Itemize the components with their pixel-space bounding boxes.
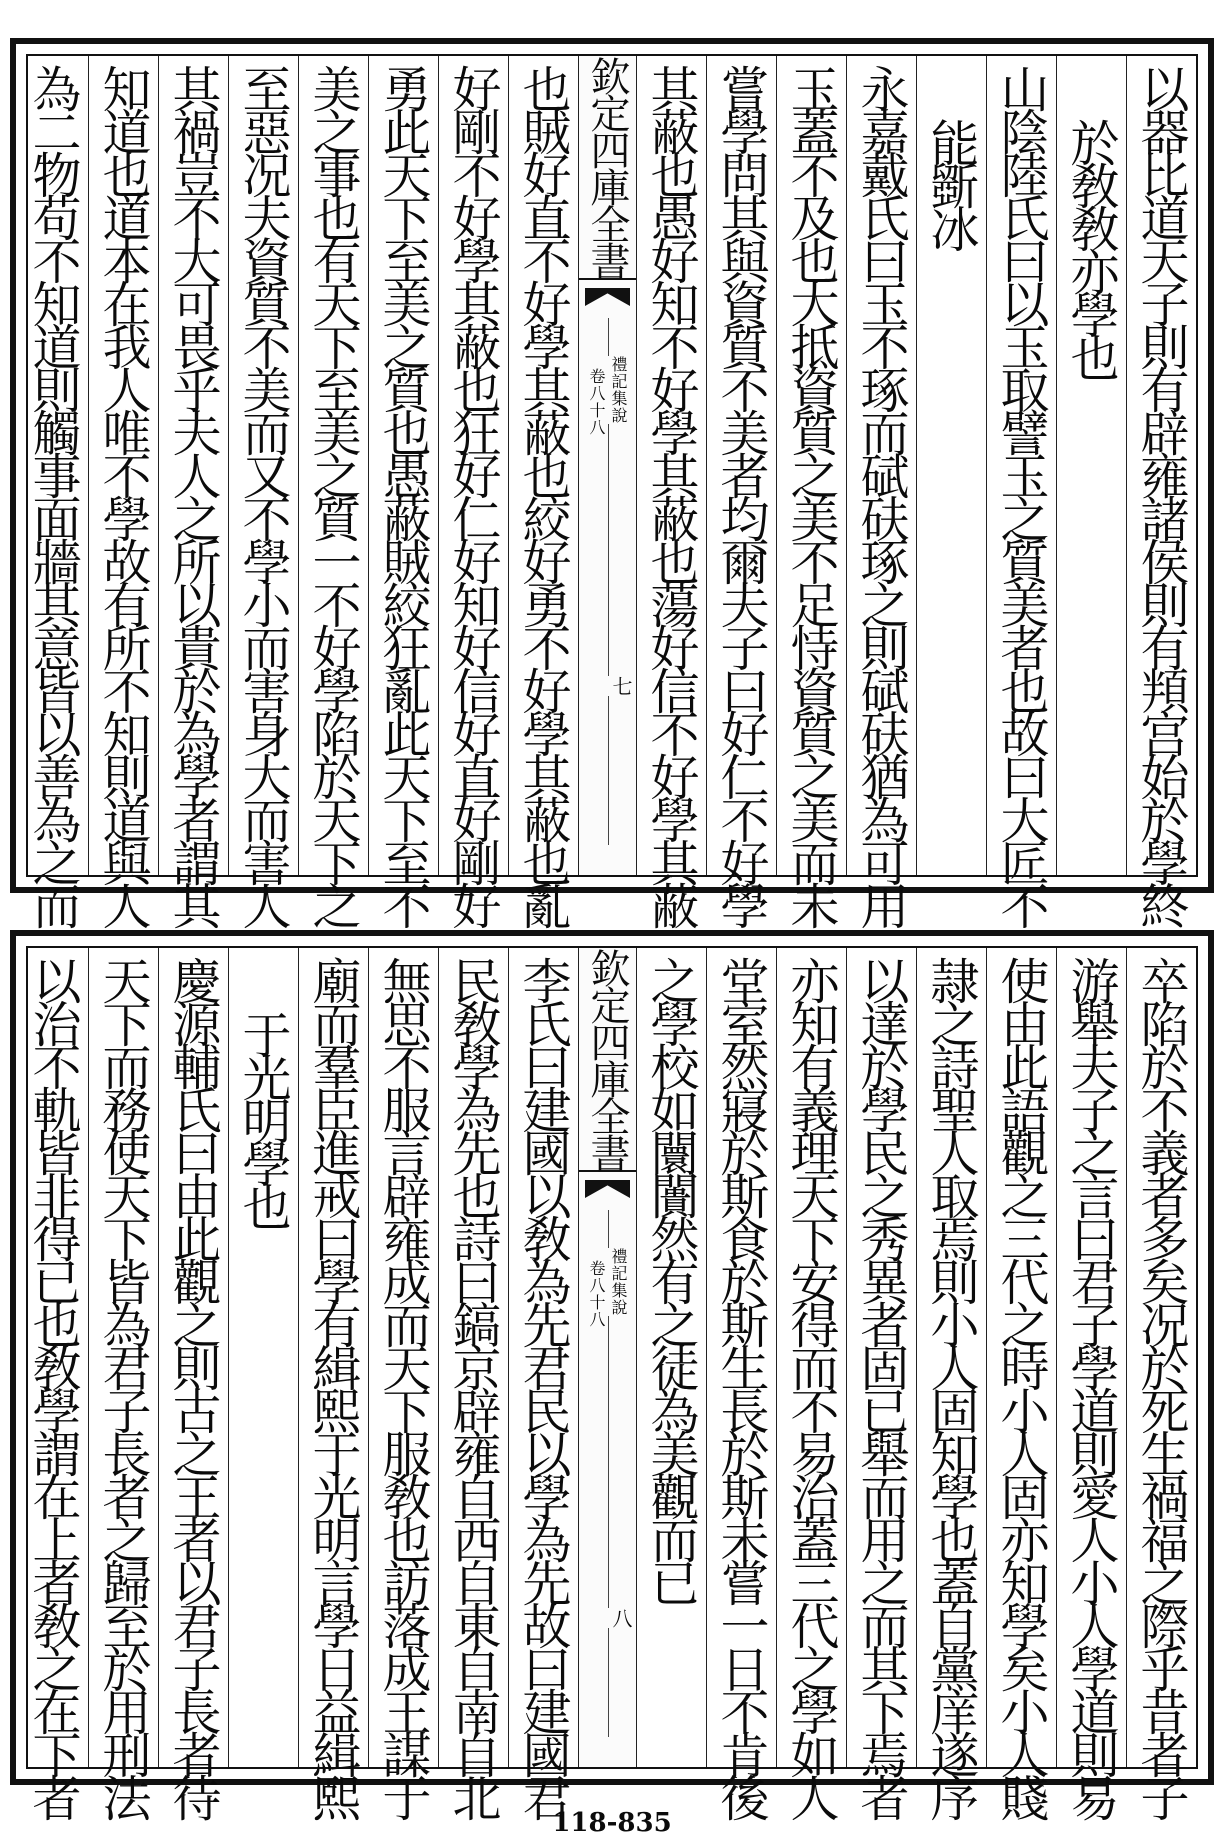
book-title: 禮記集說 [609, 356, 628, 424]
column-text: 隷之詩聖人取焉則小人固知學也蓋自黨庠遂序 [923, 956, 980, 1816]
text-column [706, 948, 776, 1816]
text-column [228, 948, 298, 1767]
column-text: 無思不服言辟雍成而天下服敎也訪落成王謀于 [375, 956, 432, 1816]
text-column [298, 948, 368, 1816]
leaf-number: 七 [579, 676, 636, 696]
text-column [88, 948, 158, 1816]
volume-number: 卷八十八 [587, 1260, 606, 1328]
text-column [776, 56, 846, 924]
text-column [368, 948, 438, 1816]
column-text: 知道也道本在我人唯不學故有所不知則道與人 [95, 64, 152, 924]
text-column [508, 56, 578, 924]
column-text: 勇此天下至美之質也愚蔽賊絞狂亂此天下至不 [375, 64, 432, 924]
center-fold-strip [578, 948, 636, 1767]
text-column [846, 56, 916, 924]
text-column [986, 56, 1056, 924]
column-text: 以器比道天子則有辟雍諸侯則有頖宫始於學終 [1133, 64, 1190, 924]
page-footer-number: 118-835 [552, 1808, 672, 1838]
top-page-frame [25, 54, 1198, 924]
text-column [158, 948, 228, 1816]
column-text: 堂室然寢於斯食於斯生長於斯未嘗一日不肯後 [713, 956, 770, 1816]
bottom-page [10, 930, 1214, 1816]
text-column [916, 56, 986, 875]
column-text: 慶源輔氏曰由此觀之則古之王者以君子長者待 [165, 956, 222, 1816]
text-column [986, 948, 1056, 1816]
leaf-number: 八 [579, 1608, 636, 1628]
text-column [18, 56, 88, 924]
text-column [1056, 56, 1126, 875]
fish-tail-mark [585, 288, 630, 306]
column-text: 以治不軌皆非得已也敎學謂在上者敎之在下者 [25, 956, 82, 1816]
column-text: 其禍豈不大可畏乎夫人之所以貴於為學者謂其 [165, 64, 222, 924]
center-fold-strip [578, 56, 636, 875]
column-text: 廟而羣臣進戒曰學有緝熙于光明言學日益緝熙 [305, 956, 362, 1816]
text-column [636, 56, 706, 924]
column-text: 永嘉戴氏曰玉不琢而碔砆琢之則碔砆猶為可用 [853, 64, 910, 924]
column-text: 其蔽也愚好知不好學其蔽也蕩好信不好學其蔽 [643, 64, 700, 924]
series-title: 欽定四庫全書 [579, 948, 636, 1172]
bottom-page-frame [25, 946, 1198, 1816]
column-text: 至惡况夫資質不美而又不學小而害身大而害人 [235, 64, 292, 924]
column-text: 天下而務使天下皆為君子長者之歸至於用刑法 [95, 956, 152, 1816]
text-column [438, 948, 508, 1816]
text-column [1056, 948, 1126, 1816]
column-text: 于光明學也 [235, 1010, 292, 1225]
text-column [706, 56, 776, 924]
volume-number: 卷八十八 [587, 368, 606, 436]
book-title: 禮記集說 [609, 1248, 628, 1316]
column-text: 山陰陸氏曰以玉取譬玉之質美者也故曰大匠不 [993, 64, 1050, 924]
column-text: 為二物苟不知道則觸事面牆其意皆以善為之而 [25, 64, 82, 924]
text-column [228, 56, 298, 924]
column-text: 能斵冰 [923, 118, 980, 247]
text-column [636, 948, 706, 1767]
text-column [88, 56, 158, 924]
column-text: 李氏曰建國以敎為先君民以學為先故曰建國君 [515, 956, 572, 1816]
column-text: 美之事也有天下至美之質一不好學陷於天下之 [305, 64, 362, 924]
text-column [846, 948, 916, 1816]
column-text: 之學校如闤闠然有之徒為美觀而已 [643, 956, 700, 1601]
column-text: 以達於學民之秀異者固已舉而用之而其下焉者 [853, 956, 910, 1816]
series-title: 欽定四庫全書 [579, 56, 636, 280]
text-column [368, 56, 438, 924]
text-column [298, 56, 368, 924]
column-text: 民敎學為先也詩曰鎬京辟雍自西自東自南自北 [445, 956, 502, 1816]
text-column [158, 56, 228, 924]
column-text: 也賊好直不好學其蔽也絞好勇不好學其蔽也亂 [515, 64, 572, 924]
column-text: 好剛不好學其蔽也狂好仁好知好信好直好剛好 [445, 64, 502, 924]
column-text: 卒陷於不義者多矣况於死生禍福之際乎昔者子 [1133, 956, 1190, 1816]
text-column [438, 56, 508, 924]
text-column [1126, 56, 1196, 924]
column-text: 使由此語觀之三代之時小人固亦知學矣小人賤 [993, 956, 1050, 1816]
column-text: 嘗學問其與資質不美者均爾夫子曰好仁不好學 [713, 64, 770, 924]
text-column [18, 948, 88, 1816]
column-text: 游舉夫子之言曰君子學道則愛人小人學道則易 [1063, 956, 1120, 1816]
column-text: 亦知有義理天下安得而不易治蓋三代之學如人 [783, 956, 840, 1816]
top-page [10, 38, 1214, 924]
text-column [1126, 948, 1196, 1816]
text-column [916, 948, 986, 1816]
column-text: 玉蓋不及也大抵資質之美不足恃資質之美而未 [783, 64, 840, 924]
text-column [508, 948, 578, 1816]
text-column [776, 948, 846, 1816]
column-text: 於敎敎亦學也 [1063, 118, 1120, 376]
fish-tail-mark [585, 1180, 630, 1198]
